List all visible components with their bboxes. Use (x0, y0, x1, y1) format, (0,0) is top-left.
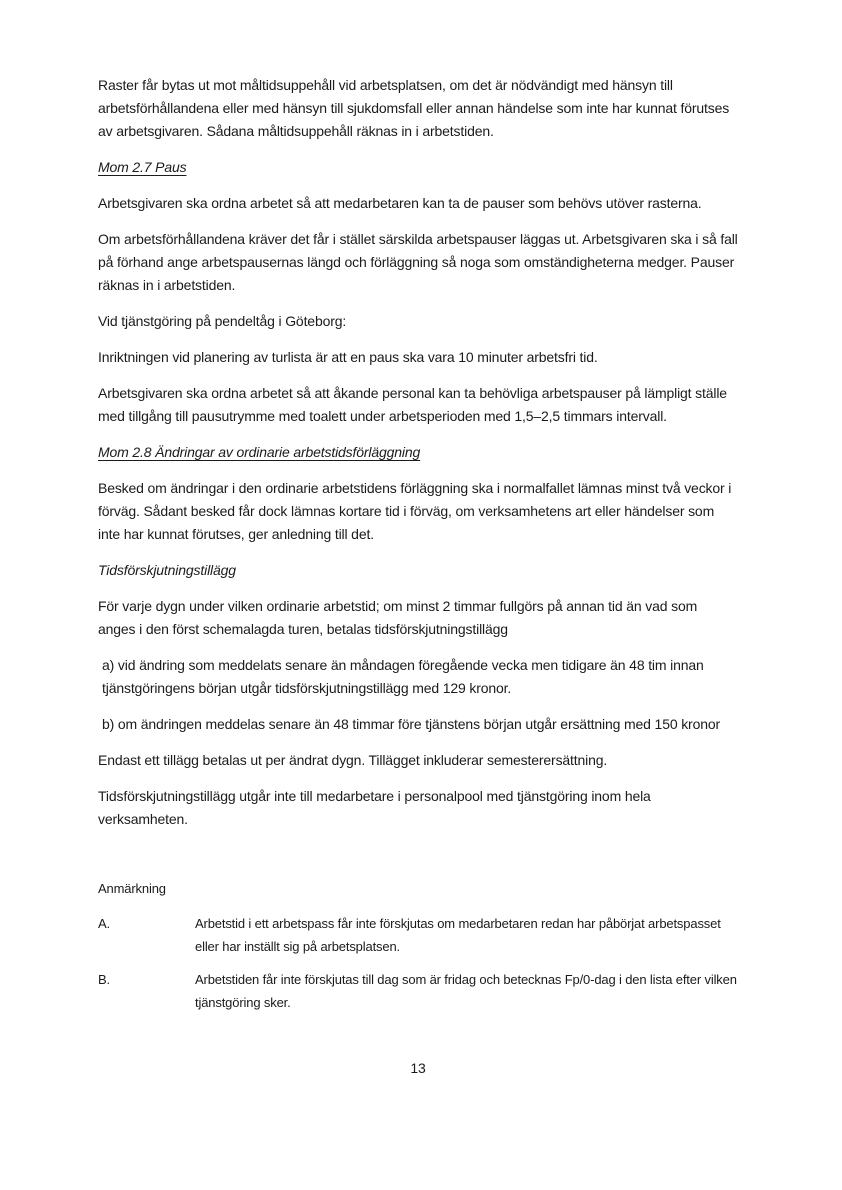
annotation-text: Arbetstiden får inte förskjutas till dag som är fridag och betecknas Fp/0-dag i den lista efter vilken tjänstgöring sker. (195, 972, 737, 1010)
paragraph-raster: Raster får bytas ut mot måltidsuppehåll vid arbetsplatsen, om det är nödvändigt med hänsyn till arbetsförhållandena eller med hänsyn till sjukdomsfall eller annan händelse som inte har kunnat förutses av arbetsgivaren. Sådana måltidsuppehåll räknas in i arbetstiden. (98, 77, 730, 139)
annotation-section (98, 877, 738, 1014)
paragraph-pendeltag-goteborg: Vid tjänstgöring på pendeltåg i Göteborg: (98, 313, 347, 329)
paragraph-akande-personal: Arbetsgivaren ska ordna arbetet så att åkande personal kan ta behövliga arbetspauser på lämpligt ställe med tillgång till pausutrymme med toalett under arbetsperioden med 1,5–2,5 timmars intervall. (98, 385, 727, 424)
list-item-a-tillagg: a) vid ändring som meddelats senare än måndagen föregående vecka men tidigare än 48 tim innan tjänstgöringens början utgår tidsförskjutningstillägg med 129 kronor. (102, 657, 704, 696)
subheading-tidsforskjutningstillagg: Tidsförskjutningstillägg (98, 562, 236, 578)
paragraph-arbetspauser: Om arbetsförhållandena kräver det får i stället särskilda arbetspauser läggas ut. Arbetsgivaren ska i så fall på förhand ange arbetspausernas längd och förläggning så noga som omständigheterna medger. Pauser räknas in i arbetstiden. (98, 231, 738, 293)
annotation-item-a (98, 912, 738, 958)
section-heading-mom-2-7: Mom 2.7 Paus (98, 159, 187, 175)
annotation-title: Anmärkning (98, 881, 166, 896)
paragraph-pauser: Arbetsgivaren ska ordna arbetet så att medarbetaren kan ta de pauser som behövs utöver rasterna. (98, 195, 702, 211)
document-body (98, 74, 738, 1080)
paragraph-besked-andringar: Besked om ändringar i den ordinarie arbetstidens förläggning ska i normalfallet lämnas minst två veckor i förväg. Sådant besked får dock lämnas kortare tid i förväg, om verksamhetens art eller händelser som inte har kunnat förutses, ger anledning till det. (98, 480, 732, 542)
annotation-label: A. (98, 916, 110, 931)
paragraph-inriktning-turlista: Inriktningen vid planering av turlista är att en paus ska vara 10 minuter arbetsfri tid. (98, 349, 598, 365)
paragraph-endast-ett-tillagg: Endast ett tillägg betalas ut per ändrat dygn. Tillägget inkluderar semesterersättning. (98, 752, 608, 768)
page-number: 13 (410, 1060, 426, 1076)
annotation-text: Arbetstid i ett arbetspass får inte förskjutas om medarbetaren redan har påbörjat arbetspasset eller har inställt sig på arbetsplatsen. (195, 916, 721, 954)
paragraph-for-varje-dygn: För varje dygn under vilken ordinarie arbetstid; om minst 2 timmar fullgörs på annan tid än vad som anges i den först schemalagda turen, betalas tidsförskjutningstillägg (98, 598, 698, 637)
annotation-label: B. (98, 972, 110, 987)
annotation-item-b (98, 968, 738, 1014)
section-heading-mom-2-8: Mom 2.8 Ändringar av ordinarie arbetstidsförläggning (98, 444, 421, 460)
paragraph-personalpool: Tidsförskjutningstillägg utgår inte till medarbetare i personalpool med tjänstgöring inom hela verksamheten. (98, 788, 651, 827)
list-item-b-tillagg: b) om ändringen meddelas senare än 48 timmar före tjänstens början utgår ersättning med 150 kronor (102, 716, 720, 732)
